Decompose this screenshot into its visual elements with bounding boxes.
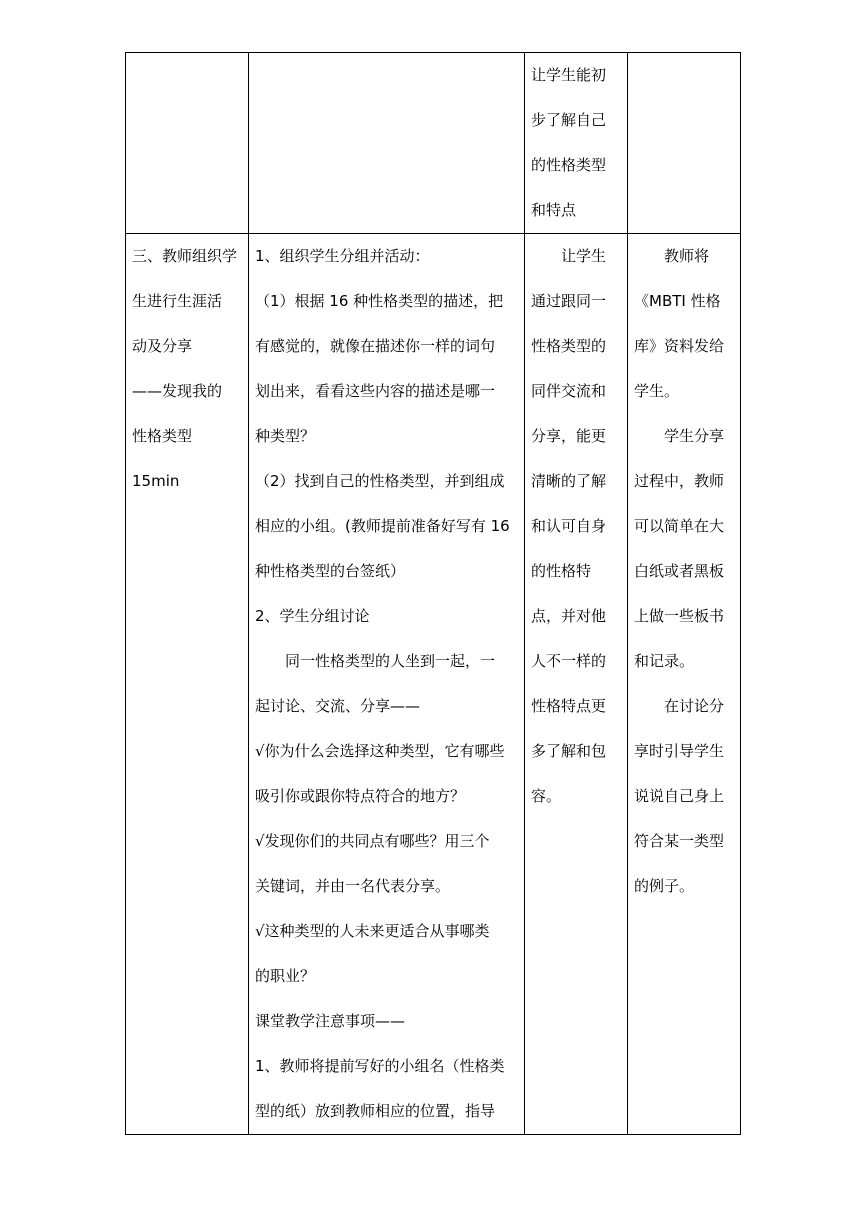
text-line: 性格类型的 bbox=[531, 337, 607, 355]
text-line: 1、组织学生分组并活动： bbox=[255, 247, 430, 265]
activity-cell bbox=[249, 53, 525, 234]
text-line: 有感觉的，就像在描述你一样的词句 bbox=[255, 337, 496, 355]
text-line: 种类型？ bbox=[255, 427, 316, 445]
stage-cell bbox=[126, 234, 249, 1135]
text-line: 型的纸）放到教师相应的位置，指导 bbox=[255, 1102, 496, 1120]
text-line: 1、教师将提前写好的小组名（性格类 bbox=[255, 1057, 505, 1075]
text-line: 的性格类型 bbox=[531, 156, 607, 174]
text-line: 教师将 bbox=[664, 247, 710, 265]
text-line: 可以简单在大 bbox=[634, 517, 725, 535]
text-line: ——发现我的 bbox=[132, 382, 223, 400]
purpose-cell bbox=[525, 53, 628, 234]
text-line: 库》资料发给 bbox=[634, 337, 725, 355]
text-line: 相应的小组。(教师提前准备好写有 16 bbox=[255, 517, 510, 535]
text-line: 容。 bbox=[531, 787, 562, 805]
text-line: 学生。 bbox=[634, 382, 680, 400]
text-line: 动及分享 bbox=[132, 337, 193, 355]
text-line: 的例子。 bbox=[634, 877, 695, 895]
text-line: 在讨论分 bbox=[664, 697, 725, 715]
text-line: 让学生能初 bbox=[531, 66, 607, 84]
text-line: 让学生 bbox=[561, 247, 607, 265]
text-line: 享时引导学生 bbox=[634, 742, 725, 760]
notes-cell bbox=[628, 234, 741, 1135]
notes-cell bbox=[628, 53, 741, 234]
text-line: （1）根据 16 种性格类型的描述，把 bbox=[255, 292, 504, 310]
text-line: 《MBTI 性格 bbox=[634, 292, 721, 310]
text-line: 同伴交流和 bbox=[531, 382, 607, 400]
text-line: 生进行生涯活 bbox=[132, 292, 223, 310]
text-line: √你为什么会选择这种类型，它有哪些 bbox=[255, 742, 505, 760]
text-line: 性格特点更 bbox=[531, 697, 607, 715]
table-row bbox=[126, 53, 741, 234]
text-line: 通过跟同一 bbox=[531, 292, 607, 310]
activity-cell bbox=[249, 234, 525, 1135]
text-line: 种性格类型的台签纸） bbox=[255, 562, 406, 580]
text-line: 2、学生分组讨论 bbox=[255, 607, 370, 625]
lesson-plan-table bbox=[125, 52, 741, 1135]
text-line: 学生分享 bbox=[664, 427, 725, 445]
text-line: （2）找到自己的性格类型，并到组成 bbox=[255, 472, 505, 490]
text-line: 性格类型 bbox=[132, 427, 193, 445]
text-line: 15min bbox=[132, 472, 180, 490]
text-line: 白纸或者黑板 bbox=[634, 562, 725, 580]
text-line: 和认可自身 bbox=[531, 517, 607, 535]
text-line: 多了解和包 bbox=[531, 742, 607, 760]
text-line: 过程中，教师 bbox=[634, 472, 725, 490]
table-row bbox=[126, 234, 741, 1135]
text-line: 关键词，并由一名代表分享。 bbox=[255, 877, 451, 895]
text-line: √发现你们的共同点有哪些？用三个 bbox=[255, 832, 490, 850]
text-line: 的性格特 bbox=[531, 562, 592, 580]
text-line: 起讨论、交流、分享—— bbox=[255, 697, 421, 715]
text-line: 和特点 bbox=[531, 201, 577, 219]
text-line: 分享，能更 bbox=[531, 427, 607, 445]
text-line: 和记录。 bbox=[634, 652, 695, 670]
text-line: 清晰的了解 bbox=[531, 472, 607, 490]
text-line: √这种类型的人未来更适合从事哪类 bbox=[255, 922, 490, 940]
text-line: 步了解自己 bbox=[531, 111, 607, 129]
text-line: 的职业？ bbox=[255, 967, 316, 985]
stage-cell bbox=[126, 53, 249, 234]
text-line: 人不一样的 bbox=[531, 652, 607, 670]
text-line: 三、教师组织学 bbox=[132, 247, 238, 265]
text-line: 划出来，看看这些内容的描述是哪一 bbox=[255, 382, 496, 400]
text-line: 吸引你或跟你特点符合的地方？ bbox=[255, 787, 466, 805]
text-line: 同一性格类型的人坐到一起，一 bbox=[285, 652, 496, 670]
text-line: 符合某一类型 bbox=[634, 832, 725, 850]
text-line: 上做一些板书 bbox=[634, 607, 725, 625]
text-line: 课堂教学注意事项—— bbox=[255, 1012, 406, 1030]
text-line: 说说自己身上 bbox=[634, 787, 725, 805]
text-line: 点，并对他 bbox=[531, 607, 607, 625]
purpose-cell bbox=[525, 234, 628, 1135]
